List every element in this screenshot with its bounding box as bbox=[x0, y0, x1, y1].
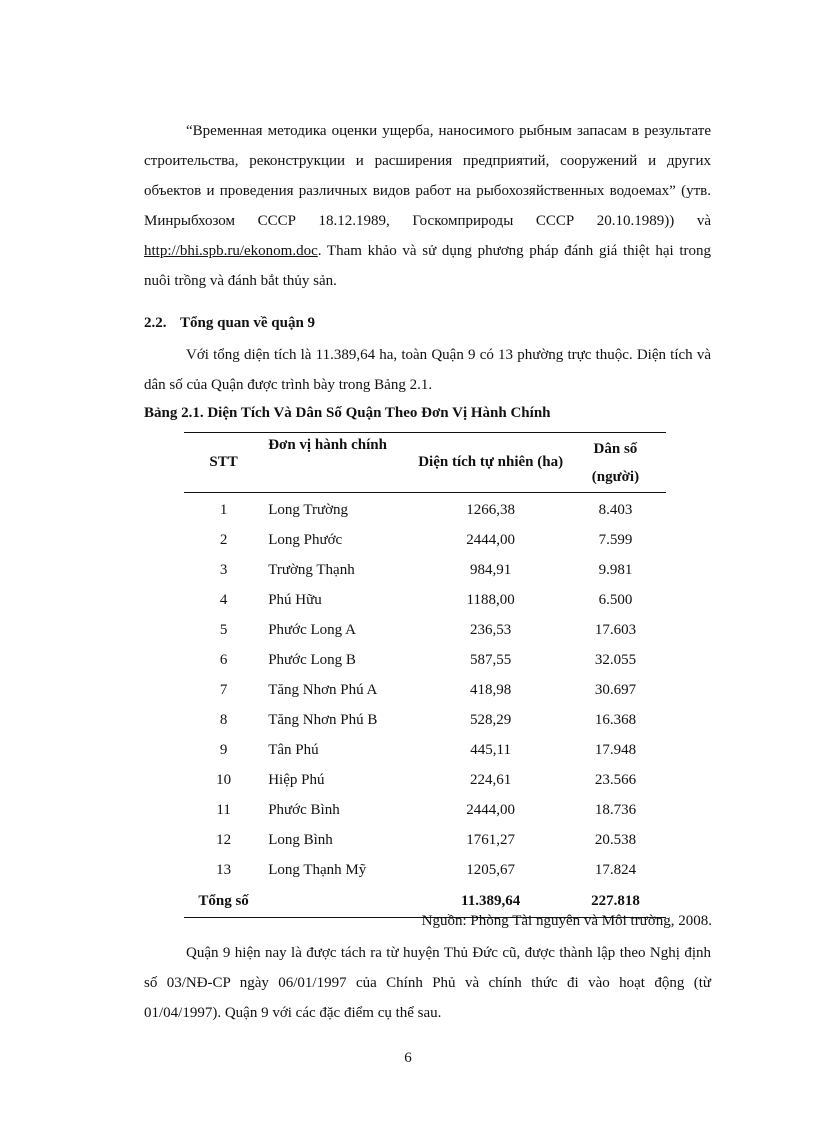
table-header-row bbox=[184, 433, 666, 493]
cell-stt: 12 bbox=[216, 831, 232, 848]
cell-name: Phú Hữu bbox=[268, 591, 322, 608]
table-row bbox=[184, 615, 666, 645]
cell-pop: 30.697 bbox=[594, 681, 637, 698]
cell-area: 236,53 bbox=[470, 621, 512, 638]
cell-pop: 17.948 bbox=[594, 741, 637, 758]
cell-pop: 7.599 bbox=[598, 531, 633, 548]
cell-stt: 5 bbox=[219, 621, 228, 638]
cell-stt: 7 bbox=[219, 681, 228, 698]
table-row bbox=[184, 675, 666, 705]
table-row bbox=[184, 855, 666, 885]
header-pop-line1: Dân số bbox=[593, 440, 638, 457]
table-row bbox=[184, 525, 666, 555]
table-row bbox=[184, 795, 666, 825]
cell-area: 1188,00 bbox=[466, 591, 515, 608]
cell-stt: 4 bbox=[219, 591, 228, 608]
table-row bbox=[184, 765, 666, 795]
cell-stt: 10 bbox=[216, 771, 232, 788]
cell-name: Long Trường bbox=[268, 501, 349, 518]
cell-name: Tăng Nhơn Phú B bbox=[268, 711, 378, 728]
total-empty bbox=[263, 885, 416, 918]
cell-name: Phước Long A bbox=[268, 621, 356, 638]
total-area: 11.389,64 bbox=[461, 892, 521, 909]
header-area: Diện tích tự nhiên (ha) bbox=[418, 454, 564, 470]
intro-text: “Временная методика оценки ущерба, наносимого рыбным запасам в результате строительства, реконструкции и расширения предприятий, сооружений и других объектов и проведения различных видов работ на рыбохозяйственных водоемах” (утв. Минрыбхозом СССР 18.12.1989, Госкомприроды СССР 20.10.1989)) và bbox=[144, 123, 711, 229]
table-row bbox=[184, 645, 666, 675]
cell-pop: 32.055 bbox=[594, 651, 637, 668]
cell-stt: 9 bbox=[219, 741, 228, 758]
cell-area: 1205,67 bbox=[466, 861, 516, 878]
header-pop-line2: (người) bbox=[591, 468, 640, 485]
total-label: Tổng số bbox=[198, 892, 249, 909]
cell-area: 2444,00 bbox=[466, 801, 516, 818]
cell-name: Long Bình bbox=[268, 831, 333, 848]
table-source: Nguồn: Phòng Tài nguyên và Môi trường, 2008. bbox=[421, 913, 712, 929]
cell-stt: 11 bbox=[216, 801, 231, 818]
district-table bbox=[184, 432, 666, 918]
table-row bbox=[184, 585, 666, 615]
cell-area: 587,55 bbox=[470, 651, 512, 668]
header-population bbox=[565, 433, 666, 493]
cell-stt: 2 bbox=[219, 531, 228, 548]
table-row bbox=[184, 735, 666, 765]
section-title: Tổng quan về quận 9 bbox=[180, 315, 316, 331]
cell-pop: 6.500 bbox=[598, 591, 633, 608]
cell-name: Long Phước bbox=[268, 531, 343, 548]
cell-pop: 17.603 bbox=[594, 621, 637, 638]
cell-pop: 17.824 bbox=[594, 861, 637, 878]
table-row bbox=[184, 493, 666, 526]
intro-paragraph bbox=[144, 116, 711, 296]
table-row bbox=[184, 825, 666, 855]
cell-name: Phước Bình bbox=[268, 801, 340, 818]
cell-pop: 23.566 bbox=[594, 771, 637, 788]
cell-name: Phước Long B bbox=[268, 651, 356, 668]
cell-name: Tân Phú bbox=[268, 741, 319, 758]
cell-area: 2444,00 bbox=[466, 531, 516, 548]
cell-name: Hiệp Phú bbox=[268, 771, 325, 788]
page-number: 6 bbox=[404, 1050, 412, 1066]
section-heading bbox=[144, 312, 711, 334]
table-caption: Bảng 2.1. Diện Tích Và Dân Số Quận Theo Đơn Vị Hành Chính bbox=[144, 405, 551, 421]
cell-pop: 9.981 bbox=[598, 561, 633, 578]
cell-area: 984,91 bbox=[470, 561, 512, 578]
cell-stt: 1 bbox=[219, 501, 228, 518]
cell-area: 1761,27 bbox=[466, 831, 516, 848]
cell-area: 445,11 bbox=[470, 741, 511, 758]
cell-name: Trường Thạnh bbox=[268, 561, 355, 578]
cell-area: 418,98 bbox=[470, 681, 512, 698]
cell-stt: 6 bbox=[219, 651, 228, 668]
cell-pop: 16.368 bbox=[594, 711, 637, 728]
cell-stt: 13 bbox=[216, 861, 232, 878]
cell-area: 1266,38 bbox=[466, 501, 516, 518]
header-stt: STT bbox=[209, 454, 238, 470]
cell-pop: 8.403 bbox=[598, 501, 633, 518]
cell-stt: 3 bbox=[219, 561, 228, 578]
cell-area: 528,29 bbox=[470, 711, 512, 728]
table-row bbox=[184, 705, 666, 735]
section-paragraph: Với tổng diện tích là 11.389,64 ha, toàn Quận 9 có 13 phường trực thuộc. Diện tích và dân số của Quận được trình bày trong Bảng 2.1. bbox=[144, 347, 711, 393]
cell-area: 224,61 bbox=[470, 771, 512, 788]
total-pop: 227.818 bbox=[591, 892, 640, 909]
table-row bbox=[184, 555, 666, 585]
header-unit: Đơn vị hành chính bbox=[268, 437, 387, 453]
intro-text-after-link: . Tham khảo và sử dụng phương pháp đánh giá thiệt hại trong nuôi trồng và đánh bắt thủy sản. bbox=[144, 243, 711, 289]
cell-name: Tăng Nhơn Phú A bbox=[268, 681, 378, 698]
cell-pop: 18.736 bbox=[594, 801, 637, 818]
closing-paragraph: Quận 9 hiện nay là được tách ra từ huyện Thủ Đức cũ, được thành lập theo Nghị định số 03/NĐ-CP ngày 06/01/1997 của Chính Phủ và chính thức đi vào hoạt động (từ 01/04/1997). Quận 9 với các đặc điểm cụ thể sau. bbox=[144, 945, 711, 1021]
section-number: 2.2. bbox=[144, 315, 167, 331]
cell-stt: 8 bbox=[219, 711, 228, 728]
cell-pop: 20.538 bbox=[594, 831, 637, 848]
cell-name: Long Thạnh Mỹ bbox=[268, 861, 367, 878]
reference-link[interactable]: http://bhi.spb.ru/ekonom.doc bbox=[144, 243, 318, 259]
